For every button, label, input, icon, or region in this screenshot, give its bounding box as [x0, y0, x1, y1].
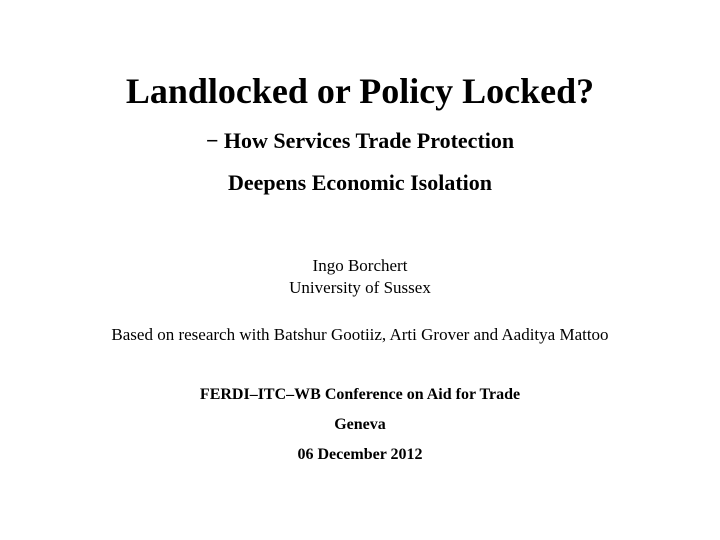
- conference-location: Geneva: [334, 416, 386, 433]
- research-note: Based on research with Batshur Gootiiz, Arti Grover and Aaditya Mattoo: [111, 325, 609, 344]
- slide-subtitle-line-2: Deepens Economic Isolation: [228, 170, 492, 195]
- slide-subtitle-line-1: − How Services Trade Protection: [205, 128, 515, 153]
- conference-name: FERDI–ITC–WB Conference on Aid for Trade: [199, 386, 521, 403]
- author-name: Ingo Borchert: [312, 256, 408, 275]
- conference-date: 06 December 2012: [297, 446, 423, 463]
- slide-title: Landlocked or Policy Locked?: [125, 71, 595, 111]
- author-affiliation: University of Sussex: [289, 278, 431, 297]
